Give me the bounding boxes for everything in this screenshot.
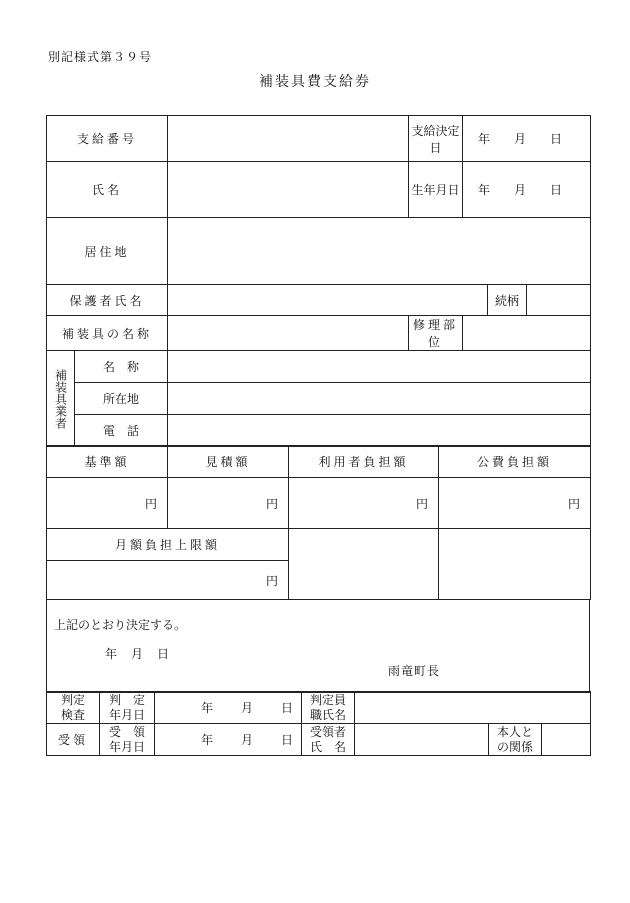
receipt-day: 日	[280, 733, 293, 747]
name-field[interactable]	[168, 162, 409, 218]
vendor-group-label: 補装具業者	[53, 368, 68, 429]
repair-part-field[interactable]	[463, 316, 591, 351]
currency-unit: 円	[265, 496, 278, 511]
receipt-year: 年	[200, 733, 213, 747]
judgement-month: 月	[240, 701, 253, 715]
amounts-table	[46, 445, 591, 600]
decision-statement: 上記のとおり決定する。	[54, 618, 187, 632]
decision-day: 日	[157, 647, 170, 661]
receipt-label: 受領	[47, 724, 100, 756]
decision-date-label: 支給決定日	[409, 116, 463, 162]
form-number: 別記様式第３９号	[48, 50, 153, 64]
standard-amount-label: 基準額	[47, 446, 168, 478]
standard-amount-field[interactable]	[47, 478, 168, 529]
support-number-label: 支給番号	[47, 116, 168, 162]
decision-year: 年	[105, 647, 118, 661]
decision-date-field[interactable]	[463, 116, 591, 162]
judgement-label	[47, 692, 100, 724]
device-name-field[interactable]	[168, 316, 409, 351]
name-label: 氏名	[47, 162, 168, 218]
decision-date-day: 日	[550, 132, 563, 146]
residence-label: 居住地	[47, 218, 168, 285]
relation-label-text: 本人と の関係	[496, 724, 533, 754]
birth-date-field[interactable]	[463, 162, 591, 218]
vendor-phone-label: 電 話	[75, 415, 168, 447]
judgement-date-label	[100, 692, 155, 724]
footer-table	[46, 691, 591, 756]
judgement-date-field[interactable]	[155, 692, 302, 724]
receiver-name-label-text: 受領者 氏 名	[309, 724, 346, 754]
judge-name-label	[302, 692, 355, 724]
blank-cell-public	[439, 529, 591, 600]
birth-date-day: 日	[550, 183, 563, 197]
birth-date-year: 年	[478, 183, 491, 197]
judgement-date-label-text: 判 定 年月日	[108, 692, 145, 722]
vendor-address-label: 所在地	[75, 383, 168, 415]
judgement-day: 日	[280, 701, 293, 715]
receipt-date-label	[100, 724, 155, 756]
receipt-month: 月	[240, 733, 253, 747]
currency-unit: 円	[415, 496, 428, 511]
residence-field[interactable]	[168, 218, 591, 285]
vendor-address-field[interactable]	[168, 383, 591, 415]
user-burden-field[interactable]	[289, 478, 439, 529]
public-burden-field[interactable]	[439, 478, 591, 529]
user-burden-label: 利用者負担額	[289, 446, 439, 478]
currency-unit: 円	[265, 573, 278, 588]
birth-date-label: 生年月日	[409, 162, 463, 218]
judgement-label-text: 判定 検査	[60, 692, 85, 722]
relationship-field[interactable]	[527, 285, 591, 316]
blank-cell-user	[289, 529, 439, 600]
device-name-label: 補装具の名称	[47, 316, 168, 351]
relation-field[interactable]	[542, 724, 591, 756]
decision-date	[105, 645, 169, 662]
vendor-name-label: 名 称	[75, 351, 168, 383]
estimate-amount-field[interactable]	[168, 478, 289, 529]
repair-part-label: 修理部位	[409, 316, 463, 351]
judgement-year: 年	[200, 701, 213, 715]
guardian-name-label: 保護者氏名	[47, 285, 168, 316]
decision-month: 月	[131, 647, 144, 661]
vendor-phone-field[interactable]	[168, 415, 591, 447]
main-form-table	[46, 115, 591, 447]
guardian-name-field[interactable]	[168, 285, 488, 316]
receiver-name-label	[302, 724, 355, 756]
public-burden-label: 公費負担額	[439, 446, 591, 478]
decision-date-month: 月	[514, 132, 527, 146]
receiver-name-field[interactable]	[355, 724, 489, 756]
support-number-field[interactable]	[168, 116, 409, 162]
currency-unit: 円	[567, 496, 580, 511]
monthly-limit-label: 月額負担上限額	[47, 529, 289, 561]
decision-box	[47, 600, 590, 693]
judge-name-label-text: 判定員 職氏名	[309, 692, 346, 722]
birth-date-month: 月	[514, 183, 527, 197]
receipt-date-field[interactable]	[155, 724, 302, 756]
monthly-limit-field[interactable]	[47, 561, 289, 600]
currency-unit: 円	[144, 496, 157, 511]
relation-label	[489, 724, 542, 756]
page-title: 補装具費支給券	[259, 74, 371, 90]
relationship-label: 続柄	[488, 285, 527, 316]
decision-date-year: 年	[478, 132, 491, 146]
estimate-amount-label: 見積額	[168, 446, 289, 478]
receipt-date-label-text: 受 領 年月日	[108, 724, 145, 754]
decision-table	[46, 599, 590, 693]
vendor-name-field[interactable]	[168, 351, 591, 383]
vendor-group-cell	[47, 351, 75, 447]
judge-name-field[interactable]	[355, 692, 591, 724]
issuer-name: 雨竜町長	[388, 664, 441, 678]
